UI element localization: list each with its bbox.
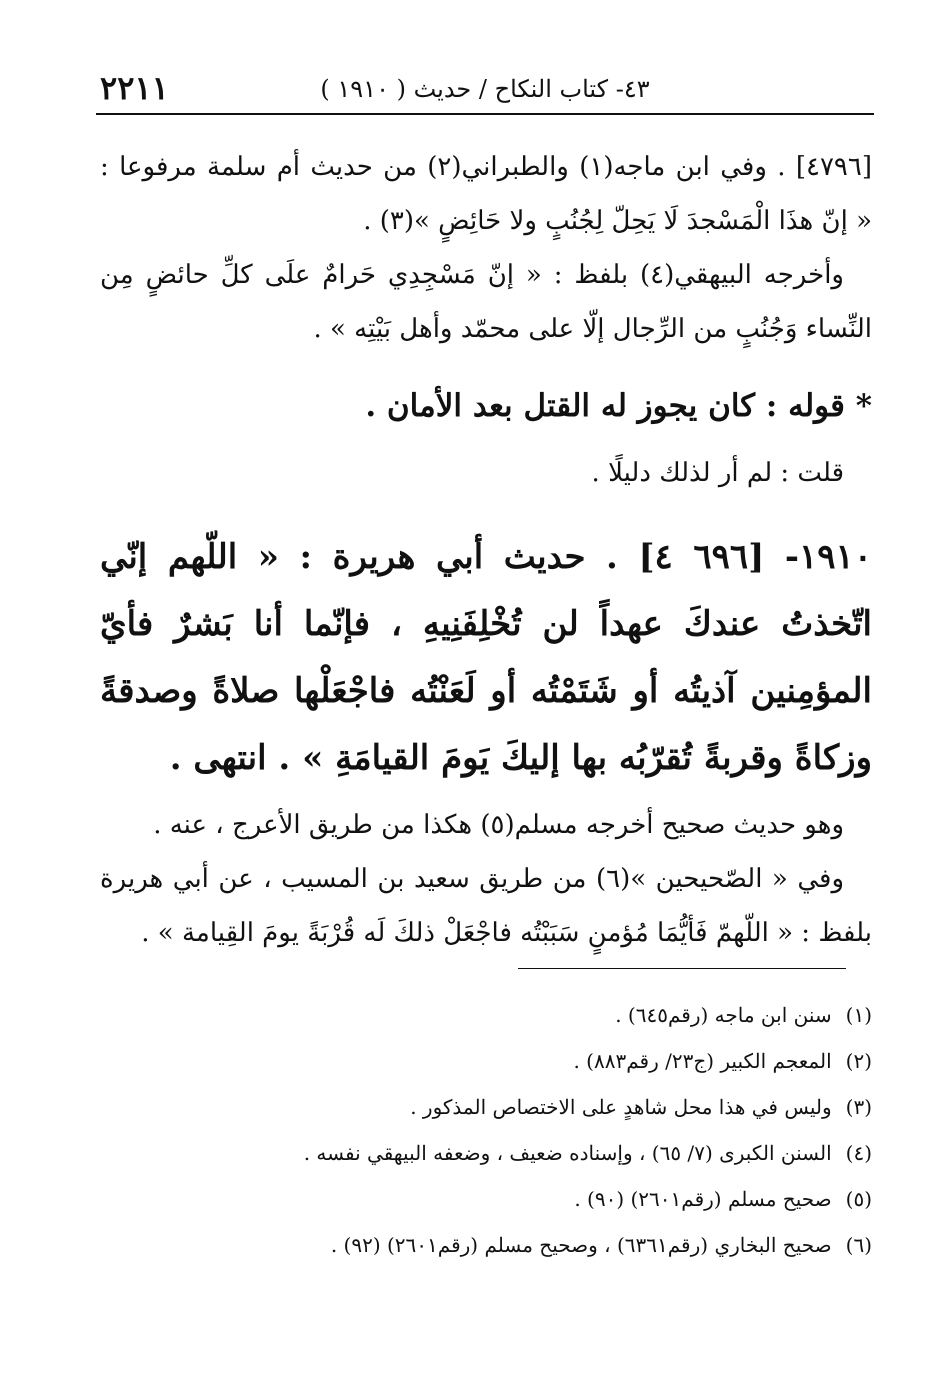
footnote-text: السنن الكبرى (٧/ ٦٥) ، وإسناده ضعيف ، وضعفه البيهقي نفسه . xyxy=(303,1141,832,1165)
footnotes xyxy=(100,992,872,1268)
paragraph-muslim: وهو حديث صحيح أخرجه مسلم(٥) هكذا من طريق الأعرج ، عنه . xyxy=(153,810,844,840)
paragraph-sahihayn: وفي « الصّحيحين »(٦) من طريق سعيد بن المسيب ، عن أبي هريرة بلفظ : « اللّهمّ فَأيُّمَا مُؤمنٍ سَبَبْتُه فاجْعَلْ ذلكَ لَه قُرْبَةً يومَ القِيامة » . xyxy=(100,864,872,948)
footnote-text: صحيح البخاري (رقم٦٣٦١) ، وصحيح مسلم (رقم٢٦٠١) (٩٢) . xyxy=(330,1233,832,1257)
qult-paragraph: قلت : لم أر لذلك دليلًا . xyxy=(591,458,844,488)
page-number: ٢٢١١ xyxy=(100,69,169,107)
footnote-number: (١) xyxy=(845,1003,872,1027)
footnote-text: سنن ابن ماجه (رقم٦٤٥) . xyxy=(615,1003,832,1027)
footnote-number: (٥) xyxy=(845,1187,872,1211)
footnote-item xyxy=(100,1130,872,1176)
paragraph-ibn-majah: [٤٧٩٦] . وفي ابن ماجه(١) والطبراني(٢) من حديث أم سلمة مرفوعا : « إنّ هذَا الْمَسْجدَ لَا يَحِلّ لِجُنُبٍ ولا حَائِضٍ »(٣) . xyxy=(100,152,872,236)
header-divider xyxy=(96,113,874,115)
footnote-number: (٣) xyxy=(845,1095,872,1119)
paragraph-bayhaqi: وأخرجه البيهقي(٤) بلفظ : « إنّ مَسْجِدِي حَرامٌ علَى كلِّ حائضٍ مِن النِّساء وَجُنُبٍ من الرِّجال إلّا على محمّد وأهل بَيْتِه » . xyxy=(100,260,872,344)
footnote-number: (٦) xyxy=(845,1233,872,1257)
footnote-item xyxy=(100,1084,872,1130)
hadith-1910: ١٩١٠- [٦٩٦ ٤] . حديث أبي هريرة : « اللّهم إنّي اتّخذتُ عندكَ عهداً لن تُخْلِفَنِيهِ ، فإنّما أنا بَشرٌ فأيّ المؤمِنين آذيتُه أو شَتَمْتُه أو لَعَنْتُه فاجْعَلْها صلاةً وصدقةً وزكاةً وقربةً تُقرّبُه بها إليكَ يَومَ القيامَةِ » . انتهى . xyxy=(100,537,872,778)
footnote-item xyxy=(100,1038,872,1084)
footnote-item xyxy=(100,1176,872,1222)
running-header xyxy=(98,66,872,108)
qawl-heading: * قوله : كان يجوز له القتل بعد الأمان . xyxy=(365,388,872,424)
main-text xyxy=(100,140,872,960)
footnote-item xyxy=(100,1222,872,1268)
footnote-divider xyxy=(518,968,846,969)
footnote-number: (٢) xyxy=(845,1049,872,1073)
footnote-number: (٤) xyxy=(845,1141,872,1165)
chapter-title: ٤٣- كتاب النكاح / حديث ( ١٩١٠ ) xyxy=(320,75,650,103)
footnote-text: وليس في هذا محل شاهدٍ على الاختصاص المذكور . xyxy=(410,1095,832,1119)
footnote-text: صحيح مسلم (رقم٢٦٠١) (٩٠) . xyxy=(574,1187,832,1211)
footnote-item xyxy=(100,992,872,1038)
footnote-text: المعجم الكبير (ج٢٣/ رقم٨٨٣) . xyxy=(573,1049,832,1073)
